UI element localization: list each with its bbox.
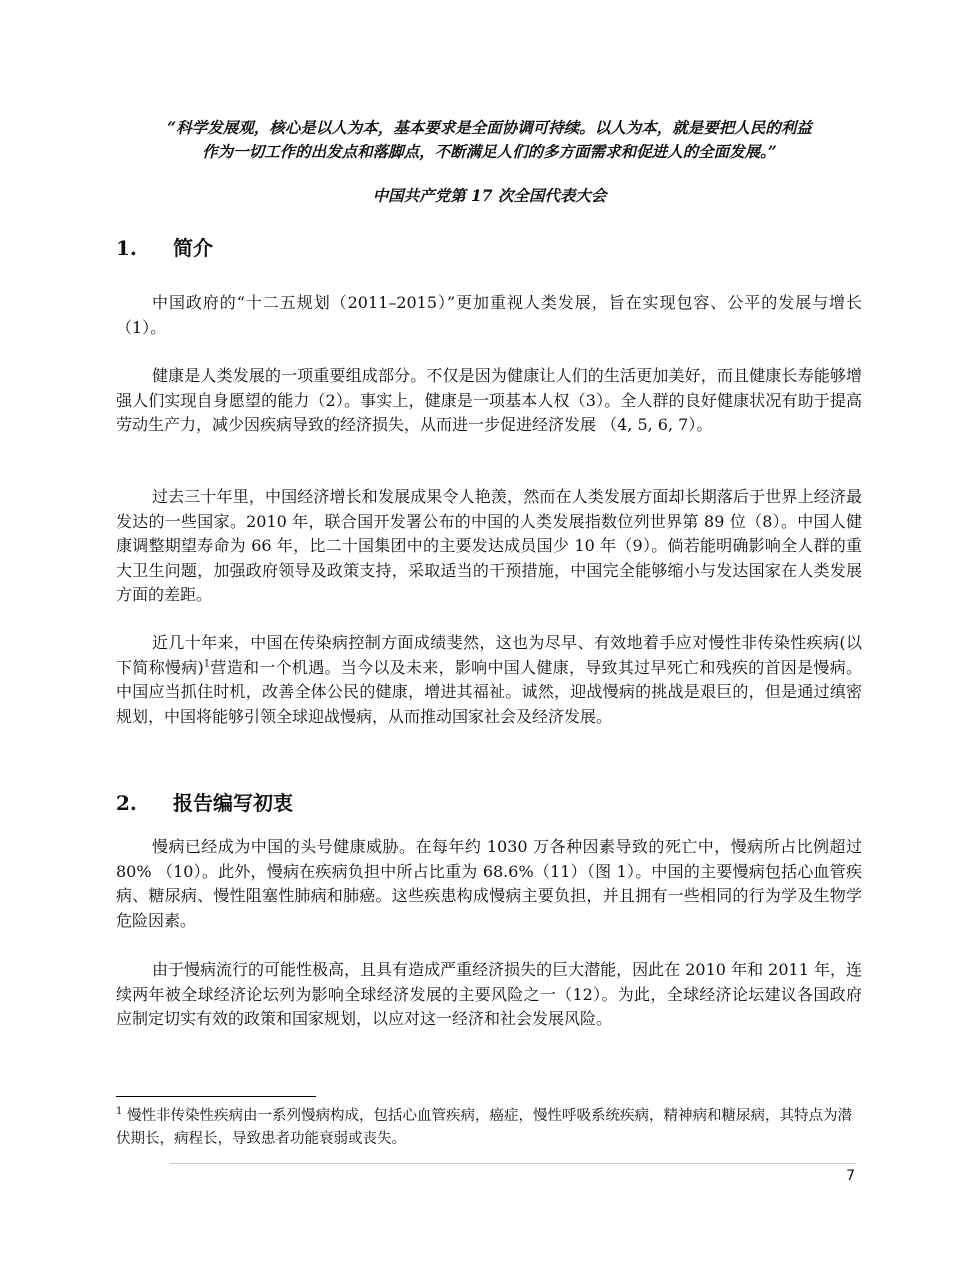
footer-divider: [170, 1163, 856, 1164]
footnote: [116, 1105, 862, 1151]
footnote-reference[interactable]: 1: [203, 658, 211, 670]
page-number: 7: [846, 1168, 855, 1184]
section-2-title: 报告编写初衷: [173, 791, 293, 815]
quote-line-2: 作为一切工作的出发点和落脚点，不断满足人们的多方面需求和促进人的全面发展。”: [202, 142, 777, 161]
section-1-paragraph-3: 过去三十年里，中国经济增长和发展成果令人艳羡，然而在人类发展方面却长期落后于世界上经济最发达的一些国家。2010 年，联合国开发署公布的中国的人类发展指数位列世界第 89 位（8）。中国人健康调整期望寿命为 66 年，比二十国集团中的主要发达成员国少 10 年（9）。倘若能明确影响全人群的重大卫生问题，加强政府领导及政策支持，采取适当的干预措施，中国完全能够缩小与发达国家在人类发展方面的差距。: [116, 487, 862, 604]
quote-line-1: “科学发展观，核心是以人为本，基本要求是全面协调可持续。以人为本，就是要把人民的利益: [167, 118, 812, 137]
section-1-paragraph-2: 健康是人类发展的一项重要组成部分。不仅是因为健康让人们的生活更加美好，而且健康长寿能够增强人们实现自身愿望的能力（2）。事实上，健康是一项基本人权（3）。全人群的良好健康状况有助于提高劳动生产力，减少因疾病导致的经济损失，从而进一步促进经济发展 （4, 5, 6, 7）。: [116, 366, 862, 434]
epigraph-quote: [100, 116, 879, 164]
section-1-title: 简介: [173, 236, 213, 260]
section-2-paragraph-2: 由于慢病流行的可能性极高，且具有造成严重经济损失的巨大潜能，因此在 2010 年和 2011 年，连续两年被全球经济论坛列为影响全球经济发展的主要风险之一（12）。为此，全球经济论坛建议各国政府应制定切实有效的政策和国家规划，以应对这一经济和社会发展风险。: [116, 960, 862, 1028]
footnote-text: 慢性非传染性疾病由一系列慢病构成，包括心血管疾病，癌症，慢性呼吸系统疾病，精神病和糖尿病，其特点为潜伏期长，病程长，导致患者功能衰弱或丧失。: [116, 1108, 852, 1147]
section-2-heading: [116, 787, 293, 816]
section-1-paragraph-1: 中国政府的“十二五规划（2011–2015）”更加重视人类发展，旨在实现包容、公平的发展与增长（1）。: [116, 293, 862, 337]
paragraph-4-text-b: 营造和一个机遇。当今以及未来，影响中国人健康，导致其过早死亡和残疾的首因是慢病。中国应当抓住时机，改善全体公民的健康，增进其福祉。诚然，迎战慢病的挑战是艰巨的，但是通过缜密规划，中国将能够引领全球迎战慢病，从而推动国家社会及经济发展。: [116, 657, 862, 726]
section-1-heading: [116, 232, 213, 261]
section-2-paragraph-1: 慢病已经成为中国的头号健康威胁。在每年约 1030 万各种因素导致的死亡中，慢病所占比例超过 80% （10）。此外，慢病在疾病负担中所占比重为 68.6%（11）（图 1）。中国的主要慢病包括心血管疾病、糖尿病、慢性阻塞性肺病和肺癌。这些疾患构成慢病主要负担，并且拥有一些相同的行为学及生物学危险因素。: [116, 837, 862, 930]
paragraph-4-text-a: 近几十年来，中国在传染病控制方面成绩斐然，这也为尽早、有效地着手应对慢性非传染性疾病(以下简称慢病): [116, 633, 862, 677]
section-1-number: 1.: [116, 236, 137, 260]
section-2-number: 2.: [116, 791, 137, 815]
footnote-divider: [116, 1096, 316, 1097]
footnote-marker: 1: [116, 1106, 123, 1118]
quote-attribution: 中国共产党第 17 次全国代表大会: [372, 186, 607, 205]
section-1-paragraph-4: [116, 631, 862, 729]
